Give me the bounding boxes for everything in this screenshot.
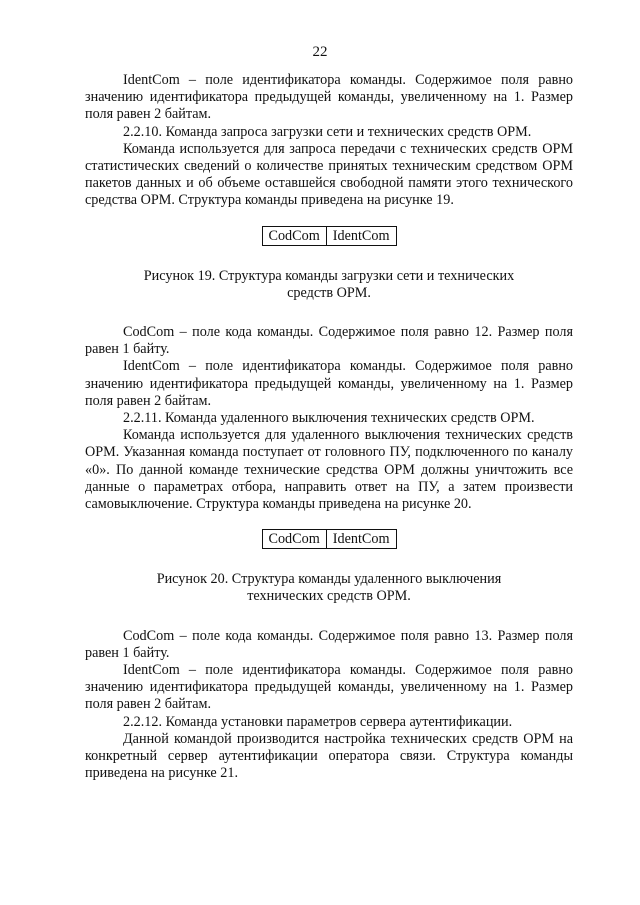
struct-cell-codcom: CodCom — [262, 226, 326, 245]
section-heading-2-2-11: 2.2.11. Команда удаленного выключения технических средств ОРМ. — [123, 410, 535, 427]
section-heading-2-2-12: 2.2.12. Команда установки параметров сервера аутентификации. — [123, 713, 513, 730]
struct-cell-identcom: IdentCom — [326, 226, 396, 245]
paragraph-codcom-2: CodCom – поле кода команды. Содержимое поля равно 13. Размер поля равен 1 байту. — [85, 627, 573, 661]
struct-cell-codcom: CodCom — [262, 530, 326, 549]
figure-19-caption: Рисунок 19. Структура команды загрузки сети и технических средств ОРМ. — [143, 267, 515, 301]
paragraph-command-description-3: Данной командой производится настройка технических средств ОРМ на конкретный сервер аутентификации оператора связи. Структура команды приведена на рисунке 21. — [85, 730, 573, 782]
page-number: 22 — [312, 44, 328, 60]
paragraph-identcom-1: IdentCom – поле идентификатора команды. Содержимое поля равно значению идентификатора предыдущей команды, увеличенному на 1. Размер поля равен 2 байтам. — [85, 72, 573, 123]
paragraph-command-description-2: Команда используется для удаленного выключения технических средств ОРМ. Указанная команда поступает от головного ПУ, подключенного по каналу «0». По данной команде технические средства ОРМ должны уничтожить все данные о параметрах отбора, направить ответ на ПУ, а затем произвести самовыключение. Структура команды приведена на рисунке 20. — [85, 427, 573, 513]
paragraph-identcom-3: IdentCom – поле идентификатора команды. Содержимое поля равно значению идентификатора предыдущей команды, увеличенному на 1. Размер поля равен 2 байтам. — [85, 662, 573, 713]
figure-20-structure — [85, 529, 573, 549]
paragraph-command-description-1: Команда используется для запроса передачи с технических средств ОРМ статистических сведений о количестве принятых техническим средством ОРМ пакетов данных и об объеме оставшейся свободной памяти этого технического средства ОРМ. Структура команды приведена на рисунке 19. — [85, 140, 573, 209]
figure-20-caption: Рисунок 20. Структура команды удаленного выключения технических средств ОРМ. — [156, 571, 502, 605]
section-heading-2-2-10: 2.2.10. Команда запроса загрузки сети и технических средств ОРМ. — [123, 123, 532, 140]
document-body — [85, 72, 573, 783]
paragraph-codcom-1: CodCom – поле кода команды. Содержимое поля равно 12. Размер поля равен 1 байту. — [85, 324, 573, 358]
figure-19-structure — [85, 226, 573, 246]
paragraph-identcom-2: IdentCom – поле идентификатора команды. Содержимое поля равно значению идентификатора предыдущей команды, увеличенному на 1. Размер поля равен 2 байтам. — [85, 358, 573, 409]
struct-cell-identcom: IdentCom — [326, 530, 396, 549]
